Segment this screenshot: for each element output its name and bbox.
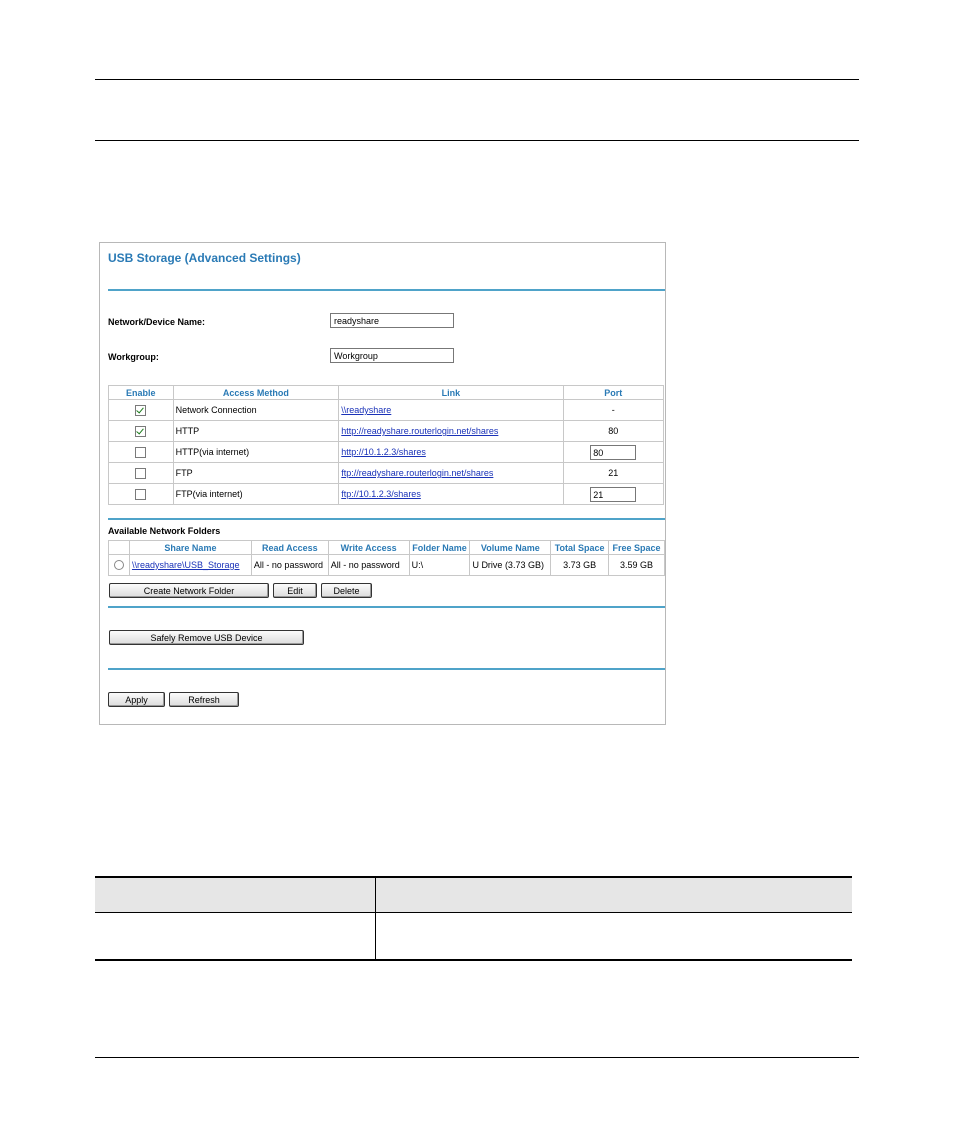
col-read-access: Read Access bbox=[251, 541, 328, 555]
port-value: - bbox=[611, 405, 615, 415]
port-input[interactable]: 21 bbox=[590, 487, 636, 502]
access-link[interactable]: http://readyshare.routerlogin.net/shares bbox=[341, 426, 499, 436]
share-name-link[interactable]: \\readyshare\USB_Storage bbox=[131, 560, 240, 570]
enable-checkbox[interactable] bbox=[135, 468, 146, 479]
col-folder-name: Folder Name bbox=[409, 541, 470, 555]
col-free-space: Free Space bbox=[609, 541, 665, 555]
divider bbox=[108, 606, 665, 608]
access-link[interactable]: http://10.1.2.3/shares bbox=[341, 447, 426, 457]
workgroup-label: Workgroup: bbox=[108, 352, 159, 362]
device-name-input[interactable]: readyshare bbox=[330, 313, 454, 328]
settings-description-table bbox=[95, 876, 852, 961]
enable-checkbox[interactable] bbox=[135, 447, 146, 458]
col-access-method: Access Method bbox=[173, 386, 339, 400]
apply-button[interactable]: Apply bbox=[108, 692, 165, 707]
divider bbox=[108, 518, 665, 520]
folders-label: Available Network Folders bbox=[108, 526, 221, 536]
port-value: 21 bbox=[608, 468, 619, 478]
table-row bbox=[109, 400, 664, 421]
doc-table-cell-1 bbox=[95, 913, 376, 961]
table-row bbox=[109, 484, 664, 505]
access-method-cell: HTTP(via internet) bbox=[173, 442, 339, 463]
enable-checkbox[interactable] bbox=[135, 405, 146, 416]
delete-button[interactable]: Delete bbox=[321, 583, 372, 598]
edit-button[interactable]: Edit bbox=[273, 583, 317, 598]
port-value: 80 bbox=[608, 426, 619, 436]
access-link[interactable]: ftp://readyshare.routerlogin.net/shares bbox=[341, 468, 494, 478]
enable-checkbox[interactable] bbox=[135, 489, 146, 500]
enable-checkbox[interactable] bbox=[135, 426, 146, 437]
table-row bbox=[95, 913, 852, 961]
access-method-cell: FTP(via internet) bbox=[173, 484, 339, 505]
col-select bbox=[109, 541, 130, 555]
workgroup-input[interactable]: Workgroup bbox=[330, 348, 454, 363]
refresh-button[interactable]: Refresh bbox=[169, 692, 239, 707]
access-method-cell: HTTP bbox=[173, 421, 339, 442]
panel-title: USB Storage (Advanced Settings) bbox=[108, 251, 301, 265]
read-access-cell: All - no password bbox=[251, 555, 328, 576]
divider bbox=[108, 289, 665, 291]
header-rule-bottom bbox=[95, 140, 859, 141]
footer-rule bbox=[95, 1057, 859, 1058]
volume-name-cell: U Drive (3.73 GB) bbox=[470, 555, 551, 576]
table-row bbox=[109, 421, 664, 442]
col-enable: Enable bbox=[109, 386, 174, 400]
access-method-cell: FTP bbox=[173, 463, 339, 484]
table-row bbox=[109, 463, 664, 484]
access-method-cell: Network Connection bbox=[173, 400, 339, 421]
divider bbox=[108, 668, 665, 670]
port-input[interactable]: 80 bbox=[590, 445, 636, 460]
folders-table bbox=[108, 540, 665, 576]
col-write-access: Write Access bbox=[328, 541, 409, 555]
usb-storage-panel bbox=[99, 242, 666, 725]
folder-select-radio[interactable] bbox=[114, 560, 124, 570]
header-rule-top bbox=[95, 79, 859, 80]
access-method-table bbox=[108, 385, 664, 505]
create-network-folder-button[interactable]: Create Network Folder bbox=[109, 583, 269, 598]
free-space-cell: 3.59 GB bbox=[609, 555, 665, 576]
table-row bbox=[109, 555, 665, 576]
doc-table-header-1 bbox=[95, 877, 376, 913]
table-row bbox=[109, 442, 664, 463]
col-total-space: Total Space bbox=[551, 541, 609, 555]
safely-remove-usb-button[interactable]: Safely Remove USB Device bbox=[109, 630, 304, 645]
col-volume-name: Volume Name bbox=[470, 541, 551, 555]
doc-table-header-2 bbox=[376, 877, 853, 913]
col-share-name: Share Name bbox=[129, 541, 251, 555]
access-link[interactable]: ftp://10.1.2.3/shares bbox=[341, 489, 421, 499]
device-name-label: Network/Device Name: bbox=[108, 317, 206, 327]
access-link[interactable]: \\readyshare bbox=[341, 405, 392, 415]
col-link: Link bbox=[339, 386, 563, 400]
col-port: Port bbox=[563, 386, 663, 400]
write-access-cell: All - no password bbox=[328, 555, 409, 576]
doc-table-cell-2 bbox=[376, 913, 853, 961]
total-space-cell: 3.73 GB bbox=[551, 555, 609, 576]
folder-name-cell: U:\ bbox=[409, 555, 470, 576]
